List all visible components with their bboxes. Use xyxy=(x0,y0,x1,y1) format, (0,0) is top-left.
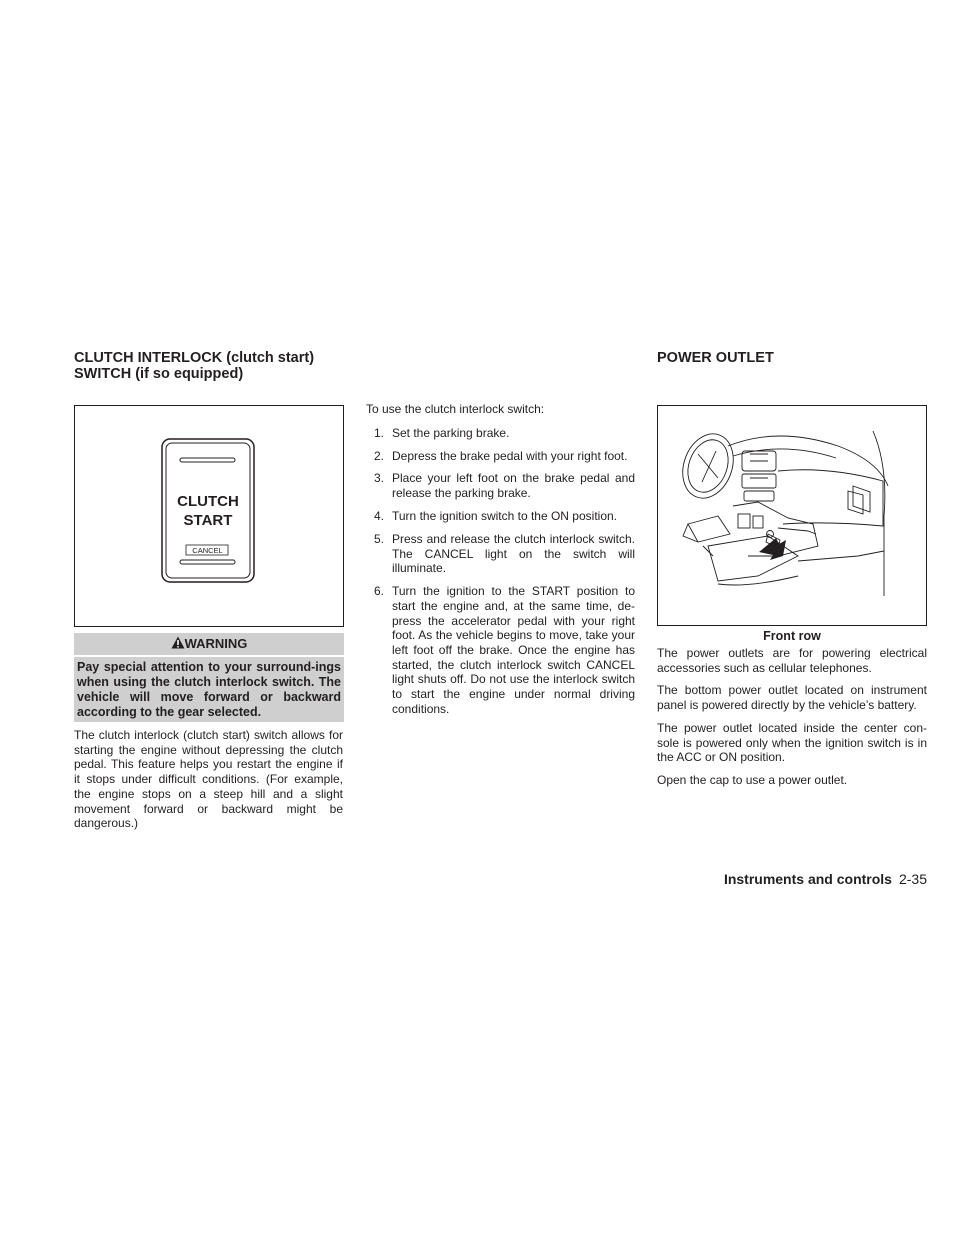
steps-intro: To use the clutch interlock switch: xyxy=(366,402,545,416)
footer-section-title: Instruments and controls xyxy=(723,871,892,887)
power-outlet-paragraph: Open the cap to use a power outlet. xyxy=(657,772,848,787)
steps-list xyxy=(366,426,635,717)
step-text: Place your left foot on the brake pedal and release the parking brake. xyxy=(392,471,635,501)
step-item xyxy=(366,426,635,441)
step-item xyxy=(366,509,635,524)
power-outlet-figure xyxy=(657,405,927,626)
step-item xyxy=(366,449,635,464)
step-text: Set the parking brake. xyxy=(392,425,510,440)
step-number: 4. xyxy=(374,509,385,524)
switch-label-cancel: CANCEL xyxy=(192,546,223,555)
step-number: 6. xyxy=(374,584,385,599)
step-item xyxy=(366,532,635,576)
clutch-start-switch-figure xyxy=(74,405,344,627)
step-item xyxy=(366,584,635,716)
heading-line-1: CLUTCH INTERLOCK (clutch start) xyxy=(74,350,315,366)
figure-caption: Front row xyxy=(763,629,821,643)
power-outlet-text xyxy=(657,646,927,796)
left-column xyxy=(74,350,344,382)
dashboard-illustration xyxy=(658,406,926,625)
warning-text: Pay special attention to your surround-ings when using the clutch interlock switch. The vehicle will move forward or backward according to the gear selected. xyxy=(74,657,344,722)
heading-line-2: SWITCH (if so equipped) xyxy=(74,366,244,382)
warning-triangle-icon xyxy=(171,636,185,649)
power-outlet-paragraph: The bottom power outlet located on instrument panel is powered directly by the vehicle’s battery. xyxy=(657,683,927,713)
step-number: 3. xyxy=(374,471,385,486)
step-number: 5. xyxy=(374,531,385,546)
step-text: Depress the brake pedal with your right foot. xyxy=(392,448,628,463)
middle-column xyxy=(366,402,635,725)
step-number: 2. xyxy=(374,448,385,463)
step-number: 1. xyxy=(374,425,385,440)
switch-label-clutch: CLUTCH xyxy=(177,493,239,510)
page-footer xyxy=(724,871,927,887)
clutch-interlock-description: The clutch interlock (clutch start) switch allows for starting the engine without depressing the clutch pedal. This feature helps you restart the engine if it stops under difficult conditions. (For example, the engine stops on a steep hill and a slight movement forward or backward might be dangerous.) xyxy=(74,728,343,831)
clutch-interlock-heading xyxy=(74,350,344,382)
switch-label-start: START xyxy=(183,512,233,529)
step-text: Press and release the clutch interlock switch. The CANCEL light on the switch will illuminate. xyxy=(392,531,635,576)
power-outlet-paragraph: The power outlet located inside the center con-sole is powered only when the ignition switch is in the ACC or ON position. xyxy=(657,720,927,765)
warning-header xyxy=(74,633,344,655)
step-item xyxy=(366,471,635,500)
warning-title: WARNING xyxy=(184,636,248,651)
power-outlet-paragraph: The power outlets are for powering electrical accessories such as cellular telephones. xyxy=(657,646,927,675)
step-text: Turn the ignition to the START position to start the engine and, at the same time, de-press the accelerator pedal with your right foot. As the vehicle begins to move, take your left foot off the brake. Once the engine has started, the clutch interlock switch CANCEL light shuts off. Do not use the interlock switch to start the engine under normal driving conditions. xyxy=(392,584,635,716)
step-text: Turn the ignition switch to the ON position. xyxy=(392,509,617,524)
power-outlet-heading: POWER OUTLET xyxy=(657,350,774,366)
page-number: 2-35 xyxy=(898,871,927,887)
